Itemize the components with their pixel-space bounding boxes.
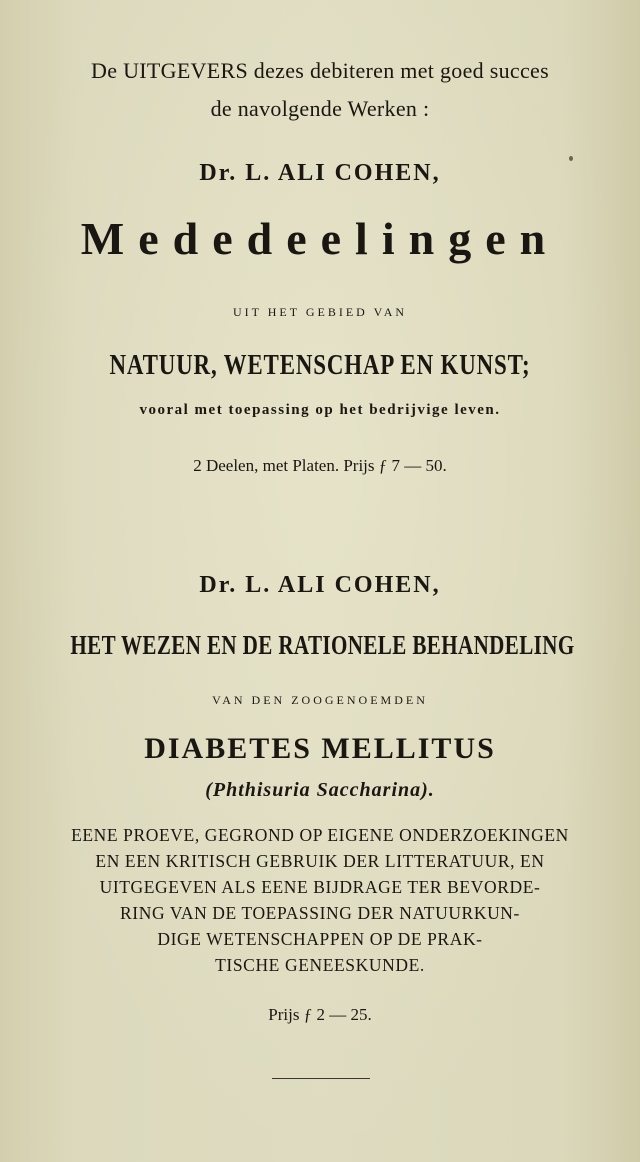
intro-line-1: De UITGEVERS dezes debiteren met goed succes <box>91 58 549 83</box>
work1-author: Dr. L. ALI COHEN, <box>199 160 441 186</box>
work2-description-line: TISCHE GENEESKUNDE. <box>215 955 425 975</box>
work2-description-line: EN EEN KRITISCH GEBRUIK DER LITTERATUUR, EN <box>95 851 545 871</box>
work1-subtitle-small: UIT HET GEBIED VAN <box>232 305 408 319</box>
work2-description-line: UITGEGEVEN ALS EENE BIJDRAGE TER BEVORDE- <box>99 877 541 897</box>
work2-disease: DIABETES MELLITUS <box>144 732 496 765</box>
work2-description-line: RING VAN DE TOEPASSING DER NATUURKUN- <box>120 903 520 923</box>
work2-description-line: EENE PROEVE, GEGROND OP EIGENE ONDERZOEKINGEN <box>71 825 569 845</box>
work2-description-line: DIGE WETENSCHAPPEN OP DE PRAK- <box>157 929 483 949</box>
work2-latin: (Phthisuria Saccharina). <box>205 779 435 801</box>
work1-subtitle-bold: vooral met toepassing op het bedrijvige leven. <box>139 402 501 418</box>
closing-rule <box>272 1078 370 1079</box>
work2-subtitle-small: VAN DEN ZOOGENOEMDEN <box>212 693 428 707</box>
work1-price: 2 Deelen, met Platen. Prijs ƒ 7 — 50. <box>193 456 447 475</box>
work1-subtitle-big: NATUUR, WETENSCHAP EN KUNST; <box>109 350 531 381</box>
work2-title: HET WEZEN EN DE RATIONELE BEHANDELING <box>70 630 575 660</box>
work1-title: Mededeelingen <box>80 213 560 264</box>
work2-price: Prijs ƒ 2 — 25. <box>268 1005 372 1024</box>
work2-author: Dr. L. ALI COHEN, <box>199 572 441 598</box>
intro-line-2: de navolgende Werken : <box>210 96 430 121</box>
